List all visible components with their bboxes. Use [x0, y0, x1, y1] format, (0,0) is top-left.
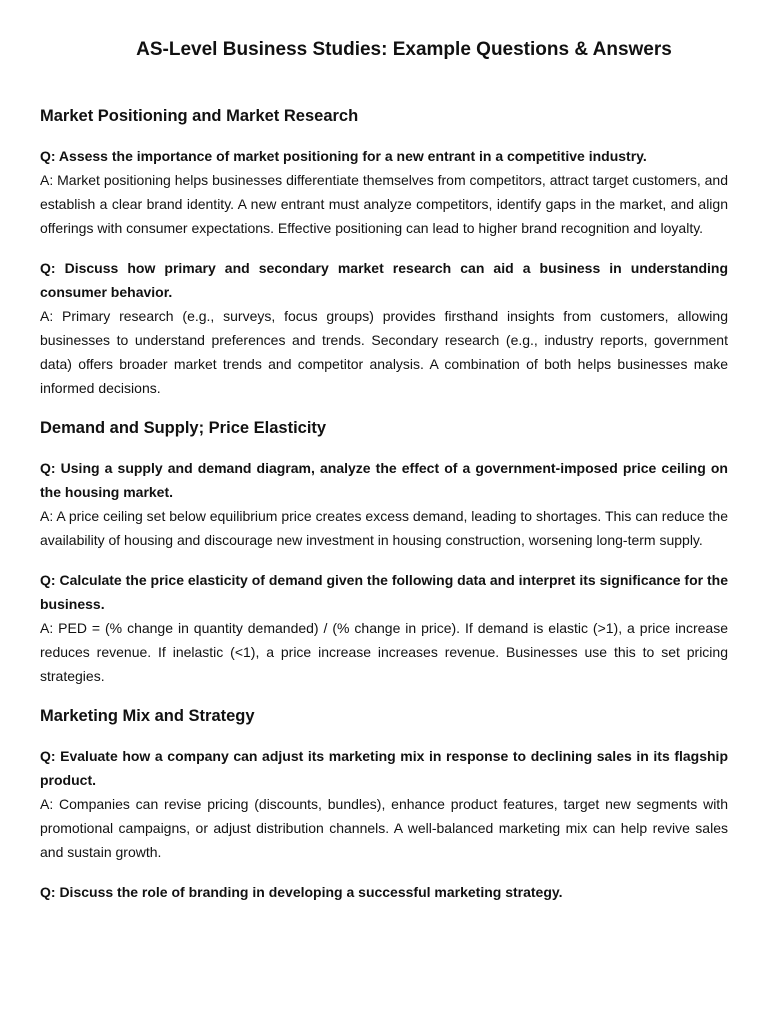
section-marketing-mix — [40, 704, 728, 904]
qa-item — [40, 256, 728, 400]
section-heading: Marketing Mix and Strategy — [40, 707, 255, 725]
document-content — [40, 104, 728, 920]
question-text: Q: Using a supply and demand diagram, analyze the effect of a government-imposed price ceiling on the housing market. — [40, 460, 728, 500]
answer-text: A: Market positioning helps businesses differentiate themselves from competitors, attract target customers, and establish a clear brand identity. A new entrant must analyze competitors, identify gaps in the market, and align offerings with consumer expectations. Effective positioning can lead to higher brand recognition and loyalty. — [40, 172, 728, 236]
question-text: Q: Discuss how primary and secondary market research can aid a business in understanding consumer behavior. — [40, 260, 728, 300]
qa-item — [40, 568, 728, 688]
document-title: AS-Level Business Studies: Example Questions & Answers — [136, 39, 672, 60]
section-demand-supply — [40, 416, 728, 688]
question-text: Q: Discuss the role of branding in developing a successful marketing strategy. — [40, 884, 563, 900]
answer-text: A: Companies can revise pricing (discounts, bundles), enhance product features, target new segments with promotional campaigns, or adjust distribution channels. A well-balanced marketing mix can help revive sales and sustain growth. — [40, 796, 728, 860]
section-heading: Demand and Supply; Price Elasticity — [40, 419, 327, 437]
answer-text: A: Primary research (e.g., surveys, focus groups) provides firsthand insights from customers, allowing businesses to understand preferences and trends. Secondary research (e.g., industry reports, government data) offers broader market trends and competitor analysis. A combination of both helps businesses make informed decisions. — [40, 308, 728, 396]
section-heading: Market Positioning and Market Research — [40, 107, 359, 125]
question-text: Q: Calculate the price elasticity of demand given the following data and interpret its significance for the business. — [40, 572, 728, 612]
answer-text: A: A price ceiling set below equilibrium price creates excess demand, leading to shortages. This can reduce the availability of housing and discourage new investment in housing construction, worsening long-term supply. — [40, 508, 728, 548]
qa-item — [40, 144, 728, 240]
qa-item — [40, 456, 728, 552]
section-market-positioning — [40, 104, 728, 400]
answer-text: A: PED = (% change in quantity demanded) / (% change in price). If demand is elastic (>1), a price increase reduces revenue. If inelastic (<1), a price increase increases revenue. Businesses use this to set pricing strategies. — [40, 620, 728, 684]
question-text: Q: Assess the importance of market positioning for a new entrant in a competitive industry. — [40, 148, 647, 164]
question-text: Q: Evaluate how a company can adjust its marketing mix in response to declining sales in its flagship product. — [40, 748, 728, 788]
qa-item — [40, 744, 728, 864]
qa-item — [40, 880, 728, 904]
